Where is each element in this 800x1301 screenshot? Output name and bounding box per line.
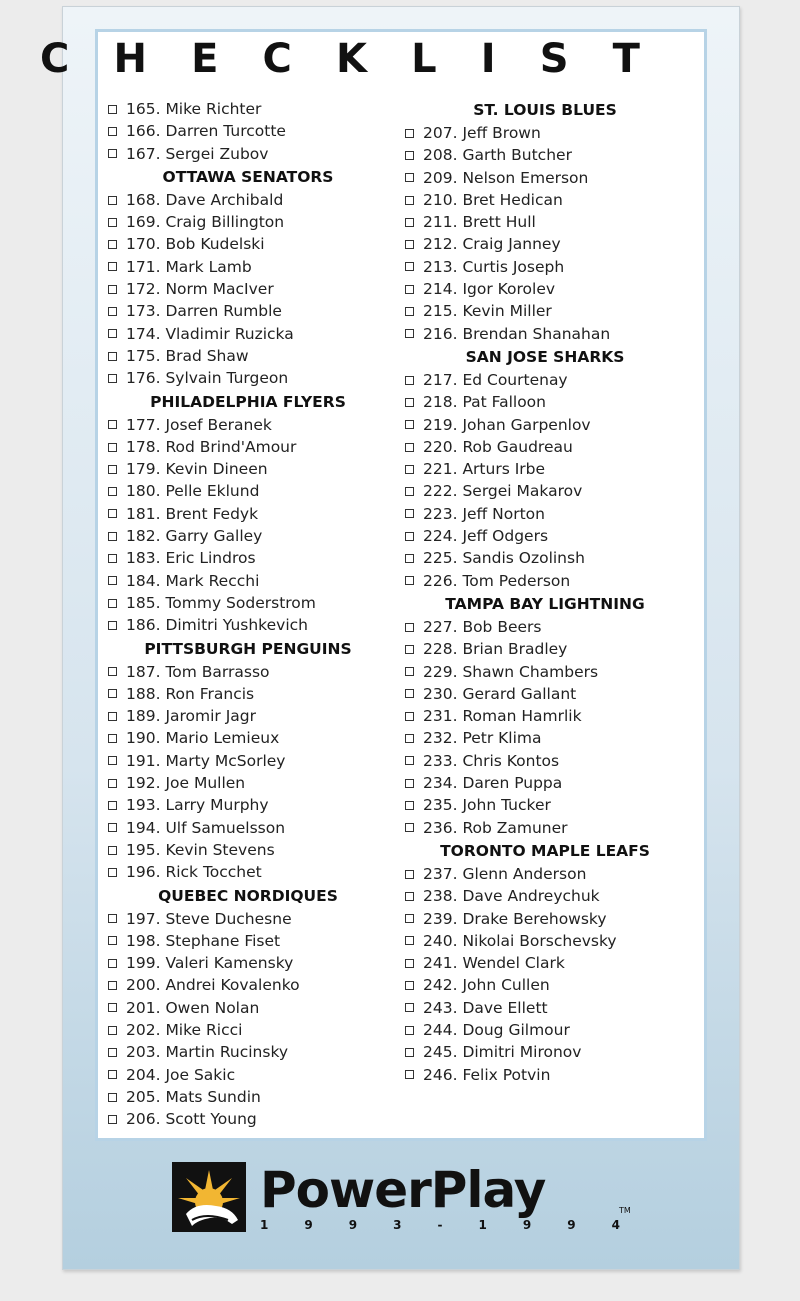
checklist-item-label: 224. Jeff Odgers xyxy=(423,527,549,546)
checklist-item xyxy=(108,414,388,436)
checkbox-icon xyxy=(108,936,117,945)
checklist-item xyxy=(108,323,388,345)
checklist-item-label: 228. Brian Bradley xyxy=(423,640,568,659)
checklist-item xyxy=(108,614,388,636)
title-letter: K xyxy=(335,36,367,82)
checklist-item-label: 201. Owen Nolan xyxy=(126,998,260,1017)
checklist-item xyxy=(108,525,388,547)
checkbox-icon xyxy=(405,285,414,294)
checklist-item xyxy=(108,839,388,861)
checkbox-icon xyxy=(108,240,117,249)
checklist-item-label: 209. Nelson Emerson xyxy=(423,168,589,187)
checklist-item-label: 234. Daren Puppa xyxy=(423,774,563,793)
checkbox-icon xyxy=(405,262,414,271)
checkbox-icon xyxy=(405,420,414,429)
checklist-item-label: 229. Shawn Chambers xyxy=(423,662,599,681)
checklist-item-label: 186. Dimitri Yushkevich xyxy=(126,616,308,635)
checklist-item-label: 242. John Cullen xyxy=(423,976,550,995)
checklist-item-label: 200. Andrei Kovalenko xyxy=(126,976,300,995)
checklist-item xyxy=(405,278,685,300)
checkbox-icon xyxy=(405,1048,414,1057)
checklist-item xyxy=(405,300,685,322)
checklist-item xyxy=(405,436,685,458)
checklist-item xyxy=(405,1064,685,1086)
checklist-item-label: 227. Bob Beers xyxy=(423,617,542,636)
checklist-item-label: 226. Tom Pederson xyxy=(423,571,571,590)
checklist-item-label: 210. Bret Hedican xyxy=(423,190,563,209)
checklist-item xyxy=(108,458,388,480)
checkbox-icon xyxy=(108,981,117,990)
checkbox-icon xyxy=(108,127,117,136)
checklist-item xyxy=(405,122,685,144)
checklist-item-label: 230. Gerard Gallant xyxy=(423,684,577,703)
checkbox-icon xyxy=(405,1026,414,1035)
checklist-item xyxy=(108,974,388,996)
checklist-item xyxy=(405,683,685,705)
checkbox-icon xyxy=(108,712,117,721)
checklist-item xyxy=(405,1041,685,1063)
checkbox-icon xyxy=(405,823,414,832)
checklist-item xyxy=(108,997,388,1019)
checkbox-icon xyxy=(108,374,117,383)
checkbox-icon xyxy=(108,196,117,205)
checklist-item-label: 176. Sylvain Turgeon xyxy=(126,369,289,388)
checklist-item xyxy=(108,705,388,727)
checklist-item-label: 194. Ulf Samuelsson xyxy=(126,818,286,837)
year-char: 1 xyxy=(260,1218,269,1232)
year-char: 1 xyxy=(478,1218,487,1232)
checklist-item xyxy=(405,908,685,930)
checkbox-icon xyxy=(108,667,117,676)
checkbox-icon xyxy=(108,329,117,338)
checklist-item-label: 172. Norm MacIver xyxy=(126,280,274,299)
checklist-item xyxy=(108,98,388,120)
checklist-item xyxy=(405,794,685,816)
year-char: - xyxy=(437,1218,443,1232)
checklist-item xyxy=(108,503,388,525)
checklist-item xyxy=(108,750,388,772)
checklist-item xyxy=(405,1019,685,1041)
checklist-item xyxy=(405,817,685,839)
checklist-item xyxy=(405,414,685,436)
checkbox-icon xyxy=(108,420,117,429)
title-letter: S xyxy=(539,36,569,82)
checkbox-icon xyxy=(405,667,414,676)
checkbox-icon xyxy=(108,285,117,294)
checklist-item-label: 180. Pelle Eklund xyxy=(126,482,260,501)
checkbox-icon xyxy=(405,756,414,765)
checkbox-icon xyxy=(108,599,117,608)
checklist-item-label: 221. Arturs Irbe xyxy=(423,460,546,479)
checkbox-icon xyxy=(405,779,414,788)
checklist-item xyxy=(108,683,388,705)
checklist-item-label: 174. Vladimir Ruzicka xyxy=(126,324,294,343)
checklist-item xyxy=(405,750,685,772)
checklist-item xyxy=(405,997,685,1019)
checklist-item-label: 239. Drake Berehowsky xyxy=(423,909,607,928)
checkbox-icon xyxy=(108,756,117,765)
checkbox-icon xyxy=(405,443,414,452)
checkbox-icon xyxy=(405,173,414,182)
checkbox-icon xyxy=(108,509,117,518)
checkbox-icon xyxy=(108,1026,117,1035)
checklist-item-label: 218. Pat Falloon xyxy=(423,393,546,412)
checklist-item xyxy=(108,367,388,389)
checklist-item-label: 170. Bob Kudelski xyxy=(126,235,265,254)
checklist-item-label: 214. Igor Korolev xyxy=(423,280,556,299)
checklist-item xyxy=(108,143,388,165)
checklist-item xyxy=(405,211,685,233)
checklist-item xyxy=(108,952,388,974)
checklist-item-label: 203. Martin Rucinsky xyxy=(126,1043,289,1062)
checkbox-icon xyxy=(108,307,117,316)
checkbox-icon xyxy=(405,129,414,138)
checklist-item-label: 169. Craig Billington xyxy=(126,213,285,232)
checklist-item-label: 237. Glenn Anderson xyxy=(423,864,587,883)
checklist-item xyxy=(108,1108,388,1130)
checklist-item-label: 184. Mark Recchi xyxy=(126,571,260,590)
checkbox-icon xyxy=(108,621,117,630)
checkbox-icon xyxy=(108,801,117,810)
year-char: 9 xyxy=(304,1218,313,1232)
checklist-item-label: 216. Brendan Shanahan xyxy=(423,324,611,343)
checklist-item-label: 222. Sergei Makarov xyxy=(423,482,583,501)
checklist-item xyxy=(108,661,388,683)
checkbox-icon xyxy=(405,487,414,496)
checkbox-icon xyxy=(405,936,414,945)
checklist-item-label: 167. Sergei Zubov xyxy=(126,144,269,163)
checkbox-icon xyxy=(405,240,414,249)
checkbox-icon xyxy=(405,712,414,721)
checklist-item-label: 195. Kevin Stevens xyxy=(126,840,275,859)
checklist-item-label: 204. Joe Sakic xyxy=(126,1065,236,1084)
checklist-item-label: 165. Mike Richter xyxy=(126,100,262,118)
checkbox-icon xyxy=(405,196,414,205)
checkbox-icon xyxy=(108,465,117,474)
checkbox-icon xyxy=(108,262,117,271)
checklist-item xyxy=(108,345,388,367)
season-years xyxy=(260,1218,620,1232)
checklist-item-label: 188. Ron Francis xyxy=(126,684,255,703)
checkbox-icon xyxy=(108,959,117,968)
checklist-item-label: 202. Mike Ricci xyxy=(126,1020,243,1039)
checklist-item xyxy=(405,885,685,907)
checkbox-icon xyxy=(108,1003,117,1012)
checklist-item xyxy=(108,794,388,816)
powerplay-logo xyxy=(172,1162,642,1242)
checklist-item xyxy=(405,525,685,547)
checklist-item xyxy=(405,480,685,502)
checkbox-icon xyxy=(108,443,117,452)
team-heading: QUEBEC NORDIQUES xyxy=(158,886,338,905)
checkbox-icon xyxy=(405,801,414,810)
checkbox-icon xyxy=(108,487,117,496)
checklist-item xyxy=(108,727,388,749)
checklist-item-label: 197. Steve Duchesne xyxy=(126,909,292,928)
checkbox-icon xyxy=(405,981,414,990)
checklist-item-label: 238. Dave Andreychuk xyxy=(423,887,600,906)
checkbox-icon xyxy=(405,959,414,968)
checklist-item-label: 240. Nikolai Borschevsky xyxy=(423,931,617,950)
checklist-item-label: 177. Josef Beranek xyxy=(126,415,272,434)
checklist-item-label: 212. Craig Janney xyxy=(423,235,561,254)
checklist-item xyxy=(108,861,388,883)
checklist-item xyxy=(405,930,685,952)
checkbox-icon xyxy=(108,352,117,361)
checklist-item-label: 213. Curtis Joseph xyxy=(423,257,565,276)
checklist-item xyxy=(405,661,685,683)
checklist-item xyxy=(108,1019,388,1041)
checklist-item xyxy=(405,638,685,660)
right-column xyxy=(405,98,685,1086)
checkbox-icon xyxy=(108,734,117,743)
checklist-item xyxy=(108,930,388,952)
checkbox-icon xyxy=(108,218,117,227)
checkbox-icon xyxy=(405,329,414,338)
checkbox-icon xyxy=(405,734,414,743)
checklist-item xyxy=(405,772,685,794)
checklist-item-label: 189. Jaromir Jagr xyxy=(126,707,257,726)
checklist-item-label: 233. Chris Kontos xyxy=(423,751,560,770)
checklist-item-label: 168. Dave Archibald xyxy=(126,190,284,209)
checklist-item xyxy=(405,616,685,638)
checklist-item xyxy=(405,458,685,480)
checklist-item xyxy=(108,436,388,458)
checklist-item xyxy=(405,369,685,391)
powerplay-sun-helmet-logo-icon xyxy=(172,1162,246,1232)
checklist-item-label: 198. Stephane Fiset xyxy=(126,931,281,950)
checkbox-icon xyxy=(405,509,414,518)
checklist-item-label: 175. Brad Shaw xyxy=(126,346,249,365)
title-letter: L xyxy=(411,36,437,82)
checkbox-icon xyxy=(108,779,117,788)
checklist-item xyxy=(405,503,685,525)
checklist-item-label: 246. Felix Potvin xyxy=(423,1065,551,1084)
checklist-item xyxy=(405,144,685,166)
checkbox-icon xyxy=(405,398,414,407)
checklist-item xyxy=(405,233,685,255)
checkbox-icon xyxy=(405,892,414,901)
checklist-item-label: 220. Rob Gaudreau xyxy=(423,437,573,456)
title-letter: C xyxy=(262,36,292,82)
checkbox-icon xyxy=(405,218,414,227)
checkbox-icon xyxy=(108,823,117,832)
checklist-item-label: 231. Roman Hamrlik xyxy=(423,707,582,726)
checklist-item-label: 243. Dave Ellett xyxy=(423,998,548,1017)
checkbox-icon xyxy=(108,105,117,114)
checkbox-icon xyxy=(108,1070,117,1079)
team-heading: TAMPA BAY LIGHTNING xyxy=(445,594,645,613)
year-char: 4 xyxy=(611,1218,620,1232)
checklist-item-label: 223. Jeff Norton xyxy=(423,504,545,523)
checklist-item xyxy=(108,278,388,300)
checklist-item-label: 171. Mark Lamb xyxy=(126,257,252,276)
checklist-item-label: 211. Brett Hull xyxy=(423,213,536,232)
checklist-item xyxy=(405,547,685,569)
checkbox-icon xyxy=(108,914,117,923)
title-letter: C xyxy=(40,36,70,82)
checkbox-icon xyxy=(405,307,414,316)
checklist-item-label: 208. Garth Butcher xyxy=(423,146,572,165)
checkbox-icon xyxy=(405,870,414,879)
year-char: 3 xyxy=(393,1218,402,1232)
checklist-title xyxy=(40,36,640,86)
checkbox-icon xyxy=(108,1115,117,1124)
checklist-item-label: 235. John Tucker xyxy=(423,796,551,815)
checklist-item xyxy=(108,120,388,142)
checklist-item-label: 166. Darren Turcotte xyxy=(126,122,286,141)
checklist-item xyxy=(405,570,685,592)
checklist-item-label: 236. Rob Zamuner xyxy=(423,818,568,837)
checklist-item xyxy=(108,772,388,794)
checkbox-icon xyxy=(405,1070,414,1079)
checklist-item-label: 225. Sandis Ozolinsh xyxy=(423,549,585,568)
checklist-item-label: 241. Wendel Clark xyxy=(423,954,565,973)
checklist-item xyxy=(108,1086,388,1108)
checklist-item-label: 181. Brent Fedyk xyxy=(126,504,259,523)
left-column xyxy=(108,98,388,1130)
checkbox-icon xyxy=(108,532,117,541)
checklist-item-label: 207. Jeff Brown xyxy=(423,124,541,142)
checklist-item-label: 215. Kevin Miller xyxy=(423,302,552,321)
team-heading: SAN JOSE SHARKS xyxy=(465,347,625,366)
checkbox-icon xyxy=(405,623,414,632)
checklist-item xyxy=(108,570,388,592)
checklist-item xyxy=(405,323,685,345)
checklist-item xyxy=(405,952,685,974)
checkbox-icon xyxy=(108,689,117,698)
checklist-item xyxy=(405,974,685,996)
team-heading: PHILADELPHIA FLYERS xyxy=(150,392,346,411)
checkbox-icon xyxy=(108,149,117,158)
team-heading: ST. LOUIS BLUES xyxy=(473,101,617,119)
checklist-item xyxy=(108,908,388,930)
checkbox-icon xyxy=(405,1003,414,1012)
team-heading: TORONTO MAPLE LEAFS xyxy=(440,841,650,860)
checkbox-icon xyxy=(405,376,414,385)
checklist-item xyxy=(405,391,685,413)
title-letter: H xyxy=(113,36,147,82)
year-char: 9 xyxy=(522,1218,532,1232)
checklist-item-label: 196. Rick Tocchet xyxy=(126,863,262,882)
checklist-item xyxy=(405,256,685,278)
title-letter: I xyxy=(480,36,496,82)
checkbox-icon xyxy=(108,1093,117,1102)
checklist-item-label: 217. Ed Courtenay xyxy=(423,370,568,389)
checklist-item xyxy=(405,167,685,189)
year-char: 9 xyxy=(567,1218,576,1232)
checkbox-icon xyxy=(405,689,414,698)
checklist-item xyxy=(108,256,388,278)
checklist-item xyxy=(405,189,685,211)
checklist-item-label: 191. Marty McSorley xyxy=(126,751,286,770)
checklist-item xyxy=(108,1041,388,1063)
checklist-item xyxy=(108,592,388,614)
checklist-item-label: 244. Doug Gilmour xyxy=(423,1020,570,1039)
checklist-item-label: 232. Petr Klima xyxy=(423,729,542,748)
checkbox-icon xyxy=(405,554,414,563)
checkbox-icon xyxy=(108,868,117,877)
checkbox-icon xyxy=(405,645,414,654)
checklist-item-label: 173. Darren Rumble xyxy=(126,302,282,321)
checklist-item xyxy=(108,211,388,233)
checkbox-icon xyxy=(108,576,117,585)
checklist-item-label: 182. Garry Galley xyxy=(126,527,263,546)
checklist-item-label: 183. Eric Lindros xyxy=(126,549,256,568)
checkbox-icon xyxy=(405,576,414,585)
checkbox-icon xyxy=(405,151,414,160)
checklist-item-label: 192. Joe Mullen xyxy=(126,774,246,793)
checkbox-icon xyxy=(405,914,414,923)
checklist-item xyxy=(108,300,388,322)
checklist-item xyxy=(108,189,388,211)
checkbox-icon xyxy=(108,1048,117,1057)
year-char: 9 xyxy=(348,1218,358,1232)
checklist-item-label: 199. Valeri Kamensky xyxy=(126,954,294,973)
checkbox-icon xyxy=(108,846,117,855)
checklist-item-label: 219. Johan Garpenlov xyxy=(423,415,591,434)
checklist-item xyxy=(405,863,685,885)
checklist-item-label: 193. Larry Murphy xyxy=(126,796,269,815)
checklist-item-label: 179. Kevin Dineen xyxy=(126,460,268,479)
checklist-item-label: 190. Mario Lemieux xyxy=(126,729,280,748)
checklist-item-label: 187. Tom Barrasso xyxy=(126,662,270,681)
trademark-symbol: TM xyxy=(619,1206,631,1215)
checklist-item xyxy=(108,817,388,839)
checklist-item-label: 205. Mats Sundin xyxy=(126,1087,261,1106)
checkbox-icon xyxy=(108,554,117,563)
powerplay-wordmark: PowerPlay xyxy=(260,1161,546,1219)
checklist-item-label: 245. Dimitri Mironov xyxy=(423,1043,582,1062)
checklist-item xyxy=(405,705,685,727)
checklist-item xyxy=(108,233,388,255)
team-heading: OTTAWA SENATORS xyxy=(162,167,334,186)
checklist-item-label: 185. Tommy Soderstrom xyxy=(126,593,316,612)
checklist-item xyxy=(108,1064,388,1086)
checklist-item xyxy=(405,727,685,749)
checkbox-icon xyxy=(405,532,414,541)
title-letter: E xyxy=(191,36,219,82)
checklist-item xyxy=(108,547,388,569)
checklist-item-label: 206. Scott Young xyxy=(126,1110,257,1129)
checkbox-icon xyxy=(405,465,414,474)
checklist-item-label: 178. Rod Brind'Amour xyxy=(126,437,297,456)
title-letter: T xyxy=(612,36,640,82)
team-heading: PITTSBURGH PENGUINS xyxy=(144,639,352,658)
checklist-item xyxy=(108,480,388,502)
